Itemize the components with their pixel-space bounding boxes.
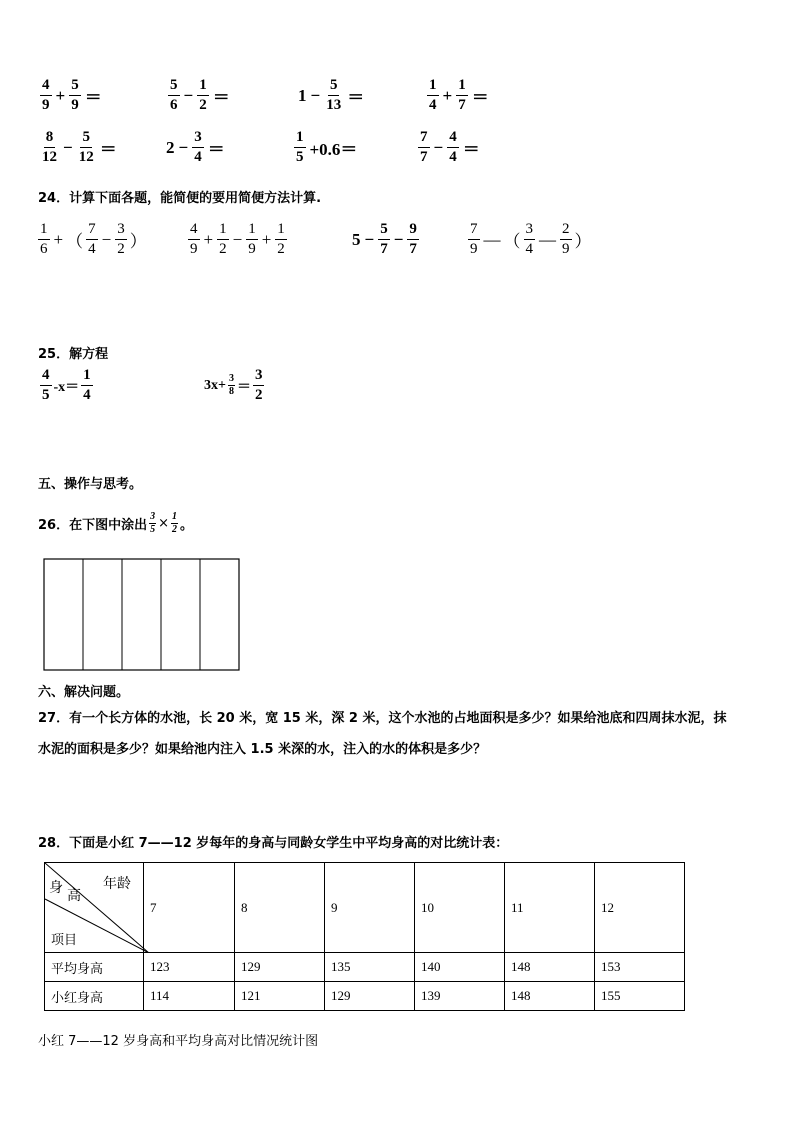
fraction: $\frac{3}{5}$ — [150, 511, 156, 535]
fraction: $\frac{2}{9}$ — [562, 221, 570, 257]
fraction: $\frac{1}{5}$ — [296, 129, 304, 165]
header-age-label: 年龄 — [103, 876, 131, 892]
fraction: $\frac{1}{2}$ — [199, 77, 207, 113]
fraction: $\frac{5}{6}$ — [170, 77, 178, 113]
expr-r2-2: 2 − $\frac{3}{4}$ ＝ — [166, 129, 225, 165]
table-cell: 123 — [144, 953, 235, 982]
section-6-heading: 六、解决问题。 — [38, 685, 130, 700]
fraction: $\frac{1}{2}$ — [172, 511, 177, 535]
age-header: 12 — [595, 863, 685, 953]
shading-grid[interactable] — [43, 558, 241, 672]
table-cell: 140 — [415, 953, 505, 982]
chart-caption: 小红 7——12 岁身高和平均身高对比情况统计图 — [38, 1034, 319, 1049]
fraction: $\frac{1}{9}$ — [248, 221, 256, 257]
fraction: $\frac{1}{4}$ — [83, 367, 91, 403]
table-cell: 148 — [505, 982, 595, 1011]
q24-expr-2: $\frac{4}{9}$ + $\frac{1}{2}$ − $\frac{1}{9}$ + $\frac{1}{2}$ — [190, 221, 285, 257]
expr-r2-3: $\frac{1}{5}$ +0.6＝ — [296, 129, 358, 165]
age-header: 7 — [144, 863, 235, 953]
row-label-xiaohong: 小红身高 — [45, 982, 144, 1011]
fraction: $\frac{7}{4}$ — [88, 221, 96, 257]
table-cell: 129 — [325, 982, 415, 1011]
fraction: $\frac{3}{2}$ — [117, 221, 125, 257]
diagonal-header-cell — [45, 863, 144, 953]
fraction: $\frac{4}{4}$ — [449, 129, 457, 165]
fraction: $\frac{4}{9}$ — [42, 77, 50, 113]
q24-expr-3: 5 − $\frac{5}{7}$ − $\frac{9}{7}$ — [352, 221, 417, 257]
q25-eq-1: $\frac{4}{5}$ -x＝ $\frac{1}{4}$ — [42, 367, 91, 403]
fraction: $\frac{4}{5}$ — [42, 367, 50, 403]
fraction: $\frac{1}{2}$ — [277, 221, 285, 257]
table-cell: 135 — [325, 953, 415, 982]
fraction: $\frac{5}{12}$ — [78, 129, 94, 165]
q24-expr-1: $\frac{1}{6}$ + （ $\frac{7}{4}$ − $\frac{3}{2}$ ） — [40, 221, 147, 257]
table-cell: 114 — [144, 982, 235, 1011]
fraction: $\frac{3}{8}$ — [228, 373, 234, 397]
header-height-label: 高 — [67, 888, 81, 904]
q27-line-2: 水泥的面积是多少？如果给池内注入 1.5 米深的水，注入的水的体积是多少？ — [38, 742, 487, 757]
row-label-average: 平均身高 — [45, 953, 144, 982]
fraction: $\frac{7}{9}$ — [470, 221, 478, 257]
table-row — [45, 953, 685, 982]
table-cell: 129 — [235, 953, 325, 982]
q24-expr-4: $\frac{7}{9}$ — （ $\frac{3}{4}$ — $\frac{2}{9}$ ） — [470, 221, 592, 257]
expr-r1-1: $\frac{4}{9}$ + $\frac{5}{9}$ ＝ — [42, 77, 102, 113]
fraction: $\frac{3}{2}$ — [254, 367, 263, 403]
section-5-heading: 五、操作与思考。 — [38, 477, 143, 492]
table-cell: 121 — [235, 982, 325, 1011]
fraction: $\frac{4}{9}$ — [190, 221, 198, 257]
fraction: $\frac{5}{13}$ — [326, 77, 342, 113]
table-cell: 153 — [595, 953, 685, 982]
age-header: 9 — [325, 863, 415, 953]
expr-r1-4: $\frac{1}{4}$ + $\frac{1}{7}$ ＝ — [429, 77, 489, 113]
q27-line-1: 27．有一个长方体的水池，长 20 米，宽 15 米，深 2 米，这个水池的占地面积是多少？如果给池底和四周抹水泥，抹 — [38, 711, 727, 726]
q28-title: 28．下面是小红 7——12 岁每年的身高与同龄女学生中平均身高的对比统计表： — [38, 836, 509, 851]
fraction: $\frac{1}{2}$ — [219, 221, 227, 257]
q25-title: 25．解方程 — [38, 347, 109, 362]
height-comparison-table — [44, 862, 685, 1011]
header-item-label: 项目 — [51, 933, 78, 948]
fraction: $\frac{3}{4}$ — [194, 129, 202, 165]
header-shen-label: 身 — [49, 880, 63, 896]
fraction: $\frac{1}{4}$ — [429, 77, 437, 113]
table-header-row — [45, 863, 685, 953]
q26-prompt: 26．在下图中涂出 $\frac{3}{5}$ × $\frac{1}{2}$ 。 — [38, 511, 194, 535]
q25-eq-2: 3x+ $\frac{3}{8}$ ＝ $\frac{3}{2}$ — [204, 367, 263, 403]
expr-r2-1: $\frac{8}{12}$ − $\frac{5}{12}$ ＝ — [42, 129, 117, 165]
table-cell: 139 — [415, 982, 505, 1011]
age-header: 10 — [415, 863, 505, 953]
fraction: $\frac{5}{9}$ — [71, 77, 79, 113]
table-cell: 155 — [595, 982, 685, 1011]
fraction: $\frac{1}{6}$ — [40, 221, 48, 257]
expr-r1-3: 1 − $\frac{5}{13}$ ＝ — [298, 77, 365, 113]
fraction: $\frac{7}{7}$ — [420, 129, 428, 165]
grid-border — [44, 559, 239, 670]
fraction: $\frac{9}{7}$ — [409, 221, 417, 257]
q24-title: 24．计算下面各题，能简便的要用简便方法计算. — [38, 191, 322, 206]
age-header: 8 — [235, 863, 325, 953]
age-header: 11 — [505, 863, 595, 953]
table-row — [45, 982, 685, 1011]
fraction: $\frac{1}{7}$ — [458, 77, 466, 113]
fraction: $\frac{3}{4}$ — [525, 221, 533, 257]
expr-r2-4: $\frac{7}{7}$ − $\frac{4}{4}$ ＝ — [420, 129, 480, 165]
fraction: $\frac{8}{12}$ — [42, 129, 57, 165]
fraction: $\frac{5}{7}$ — [380, 221, 388, 257]
table-cell: 148 — [505, 953, 595, 982]
expr-r1-2: $\frac{5}{6}$ − $\frac{1}{2}$ ＝ — [170, 77, 230, 113]
